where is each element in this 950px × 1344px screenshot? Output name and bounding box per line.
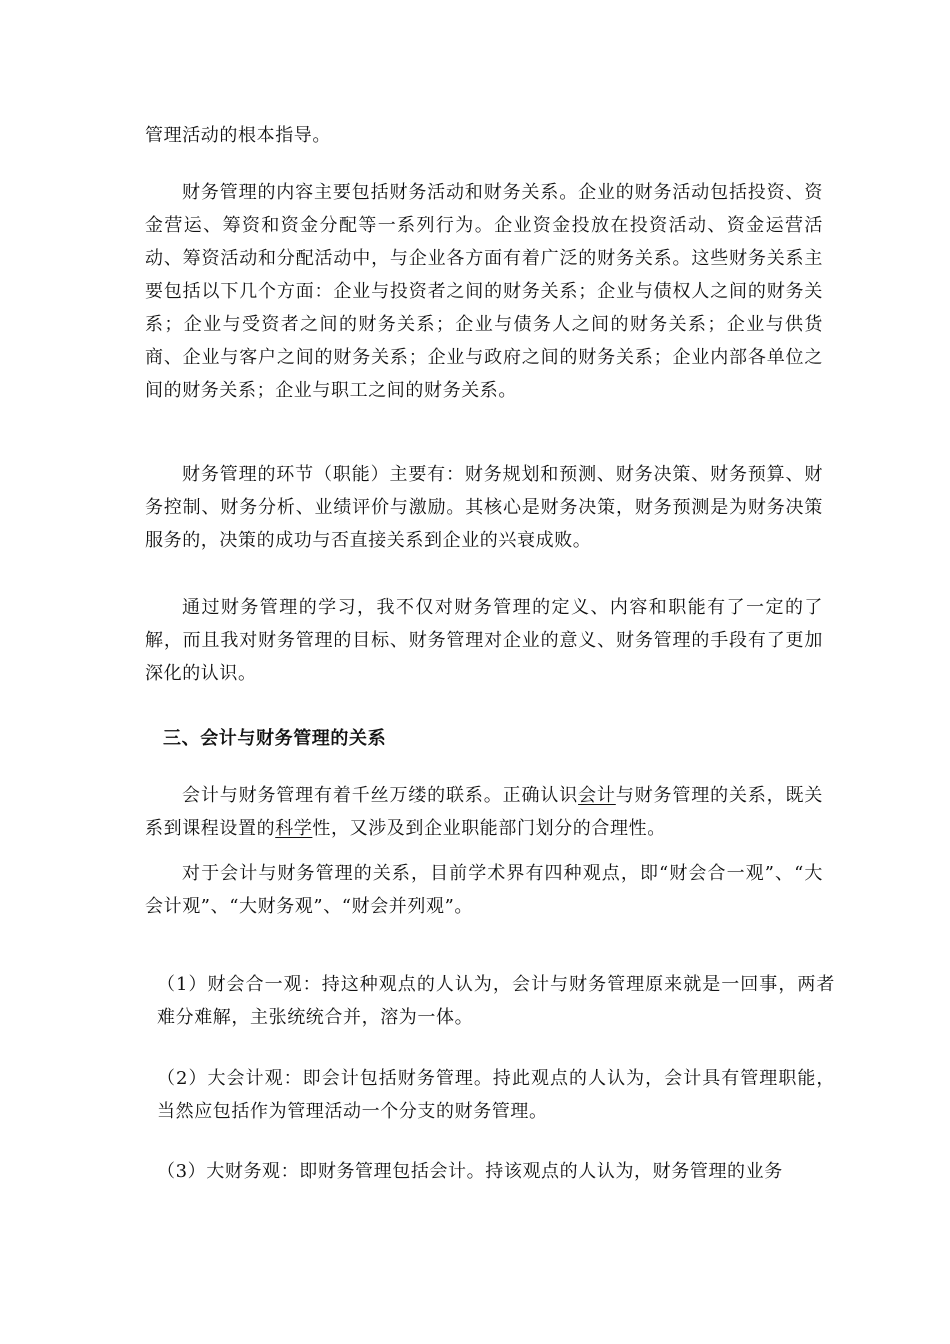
paragraph-accounting-relation (145, 779, 823, 845)
paragraph-text-b: 与财务管理的关系，既关系到课程设置的 (145, 785, 823, 839)
list-item-3: （3）大财务观：即财务管理包括会计。持该观点的人认为，财务管理的业务 (157, 1161, 783, 1182)
list-item-2: （2）大会计观：即会计包括财务管理。持此观点的人认为，会计具有管理职能，当然应包括作为管理活动一个分支的财务管理。 (157, 1068, 835, 1122)
paragraph-text-a: 会计与财务管理有着千丝万缕的联系。正确认识 (182, 785, 579, 806)
paragraph-financial-functions: 财务管理的环节（职能）主要有：财务规划和预测、财务决策、财务预算、财务控制、财务分析、业绩评价与激励。其核心是财务决策，财务预测是为财务决策服务的，决策的成功与否直接关系到企业的兴衰成败。 (145, 464, 823, 551)
paragraph-financial-content: 财务管理的内容主要包括财务活动和财务关系。企业的财务活动包括投资、资金营运、筹资和资金分配等一系列行为。企业资金投放在投资活动、资金运营活动、筹资活动和分配活动中，与企业各方面有着广泛的财务关系。这些财务关系主要包括以下几个方面：企业与投资者之间的财务关系；企业与债权人之间的财务关系；企业与受资者之间的财务关系；企业与债务人之间的财务关系；企业与供货商、企业与客户之间的财务关系；企业与政府之间的财务关系；企业内部各单位之间的财务关系；企业与职工之间的财务关系。 (145, 182, 823, 401)
paragraph-0: 管理活动的根本指导。 (145, 125, 331, 146)
science-link[interactable]: 科学 (275, 818, 313, 839)
paragraph-text-c: 性，又涉及到企业职能部门划分的合理性。 (312, 818, 666, 839)
list-item-1: （1）财会合一观：持这种观点的人认为，会计与财务管理原来就是一回事，两者难分难解，主张统统合并，溶为一体。 (157, 974, 835, 1028)
document-page (145, 0, 835, 1344)
accounting-link[interactable]: 会计 (578, 785, 616, 806)
paragraph-learning-summary: 通过财务管理的学习，我不仅对财务管理的定义、内容和职能有了一定的了解，而且我对财务管理的目标、财务管理对企业的意义、财务管理的手段有了更加深化的认识。 (145, 597, 823, 684)
section-heading-3: 三、会计与财务管理的关系 (163, 728, 387, 749)
paragraph-four-views: 对于会计与财务管理的关系，目前学术界有四种观点，即“财会合一观”、“大会计观”、“大财务观”、“财会并列观”。 (145, 863, 823, 917)
